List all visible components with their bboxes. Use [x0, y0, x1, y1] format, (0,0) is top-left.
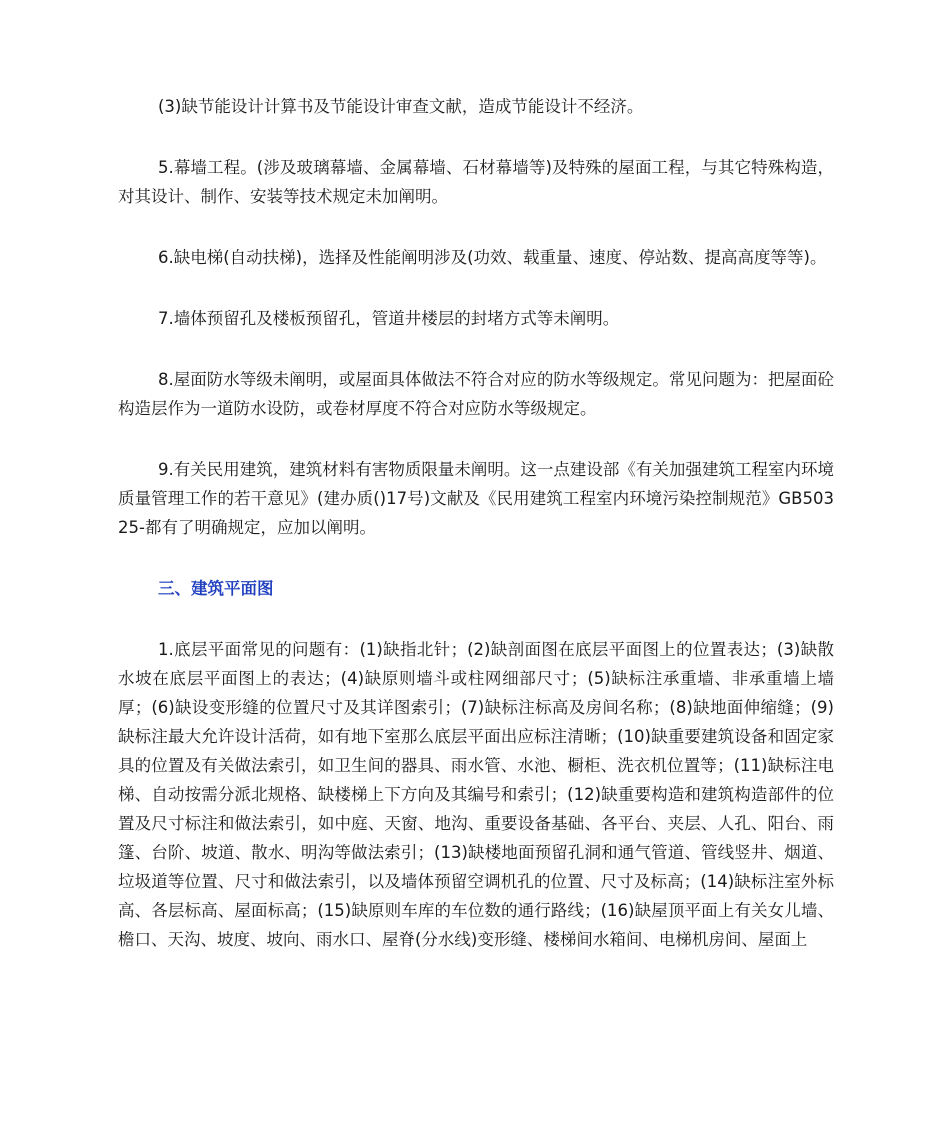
paragraph-curtain-wall: 5.幕墙工程。(涉及玻璃幕墙、金属幕墙、石材幕墙等)及特殊的屋面工程，与其它特殊构造，对其设计、制作、安装等技术规定未加阐明。 — [118, 158, 834, 206]
paragraph-energy-calc: (3)缺节能设计计算书及节能设计审查文献，造成节能设计不经济。 — [158, 97, 644, 116]
document-body — [118, 92, 834, 954]
paragraph-hazardous-materials: 9.有关民用建筑，建筑材料有害物质限量未阐明。这一点建设部《有关加强建筑工程室内环境质量管理工作的若干意见》(建办质()17号)文献及《民用建筑工程室内环境污染控制规范》GB50325-都有了明确规定，应加以阐明。 — [118, 460, 834, 537]
paragraph-reserved-holes: 7.墙体预留孔及楼板预留孔，管道井楼层的封堵方式等未阐明。 — [158, 309, 620, 328]
section-heading: 三、建筑平面图 — [158, 579, 274, 598]
paragraph-roof-waterproof: 8.屋面防水等级未阐明，或屋面具体做法不符合对应的防水等级规定。常见问题为：把屋面砼构造层作为一道防水设防，或卷材厚度不符合对应防水等级规定。 — [118, 370, 834, 418]
paragraph-elevator: 6.缺电梯(自动扶梯)，选择及性能阐明涉及(功效、载重量、速度、停站数、提高高度等等)。 — [158, 248, 827, 267]
paragraph-ground-floor-issues: 1.底层平面常见的问题有：(1)缺指北针；(2)缺剖面图在底层平面图上的位置表达；(3)缺散水坡在底层平面图上的表达；(4)缺原则墙斗或柱网细部尺寸；(5)缺标注承重墙、非承重墙上墙厚；(6)缺设变形缝的位置尺寸及其详图索引；(7)缺标注标高及房间名称；(8)缺地面伸缩缝；(9)缺标注最大允许设计活荷，如有地下室那么底层平面出应标注清晰；(10)缺重要建筑设备和固定家具的位置及有关做法索引，如卫生间的器具、雨水管、水池、橱柜、洗衣机位置等；(11)缺标注电梯、自动按需分派北规格、缺楼梯上下方向及其编号和索引；(12)缺重要构造和建筑构造部件的位置及尺寸标注和做法索引，如中庭、天窗、地沟、重要设备基础、各平台、夹层、人孔、阳台、雨篷、台阶、坡道、散水、明沟等做法索引；(13)缺楼地面预留孔洞和通气管道、管线竖井、烟道、垃圾道等位置、尺寸和做法索引，以及墙体预留空调机孔的位置、尺寸及标高；(14)缺标注室外标高、各层标高、屋面标高；(15)缺原则车库的车位数的通行路线；(16)缺屋顶平面上有关女儿墙、檐口、天沟、坡度、坡向、雨水口、屋脊(分水线)变形缝、楼梯间水箱间、电梯机房间、屋面上 — [118, 640, 834, 949]
